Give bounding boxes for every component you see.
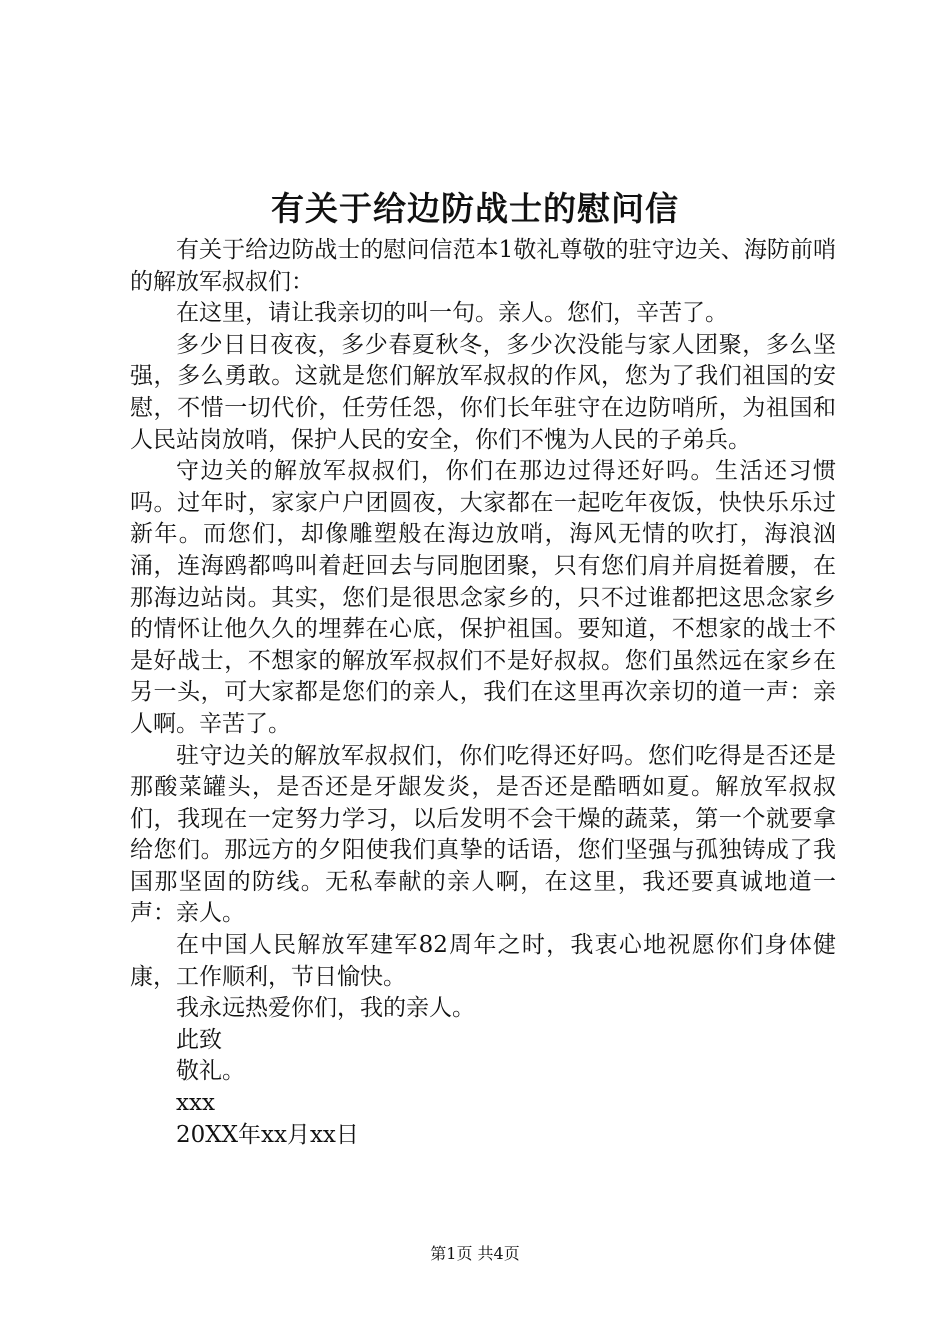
closing-line-cizhi: 此致	[176, 1026, 222, 1053]
page-footer: 第1页 共4页	[430, 1244, 520, 1263]
paragraph-1: 在这里，请让我亲切的叫一句。亲人。您们，辛苦了。	[176, 300, 728, 327]
paragraph-5: 在中国人民解放军建军82周年之时，我衷心地祝愿你们身体健康，工作顺利，节日愉快。	[130, 932, 836, 990]
paragraph-3: 守边关的解放军叔叔们，你们在那边过得还好吗。生活还习惯吗。过年时，家家户户团圆夜，大家都在一起吃年夜饭，快快乐乐过新年。而您们，却像雕塑般在海边放哨，海风无情的吹打，海浪汹涌，连海鸥都鸣叫着赶回去与同胞团聚，只有您们肩并肩挺着腰，在那海边站岗。其实，您们是很思念家乡的，只不过谁都把这思念家乡的情怀让他久久的埋葬在心底，保护祖国。要知道，不想家的战士不是好战士，不想家的解放军叔叔们不是好叔叔。您们虽然远在家乡在另一头，可大家都是您们的亲人，我们在这里再次亲切的道一声：亲人啊。辛苦了。	[130, 458, 836, 737]
document-body	[130, 235, 836, 1151]
signature-date: 20XX年xx月xx日	[176, 1121, 359, 1148]
closing-line-love: 我永远热爱你们，我的亲人。	[176, 995, 475, 1022]
paragraph-2: 多少日日夜夜，多少春夏秋冬，多少次没能与家人团聚，多么坚强，多么勇敢。这就是您们解放军叔叔的作风，您为了我们祖国的安慰，不惜一切代价，任劳任怨，你们长年驻守在边防哨所，为祖国和人民站岗放哨，保护人民的安全，你们不愧为人民的子弟兵。	[130, 331, 836, 453]
document-title: 有关于给边防战士的慰问信	[271, 189, 679, 228]
signature-name: xxx	[176, 1090, 215, 1117]
paragraph-greeting: 有关于给边防战士的慰问信范本1敬礼尊敬的驻守边关、海防前哨的解放军叔叔们：	[130, 237, 836, 295]
closing-line-jingli: 敬礼。	[176, 1058, 245, 1085]
paragraph-4: 驻守边关的解放军叔叔们，你们吃得还好吗。您们吃得是否还是那酸菜罐头，是否还是牙龈发炎，是否还是酷晒如夏。解放军叔叔们，我现在一定努力学习，以后发明不会干燥的蔬菜，第一个就要拿给您们。那远方的夕阳使我们真挚的话语，您们坚强与孤独铸成了我国那坚固的防线。无私奉献的亲人啊，在这里，我还要真诚地道一声：亲人。	[130, 742, 836, 927]
